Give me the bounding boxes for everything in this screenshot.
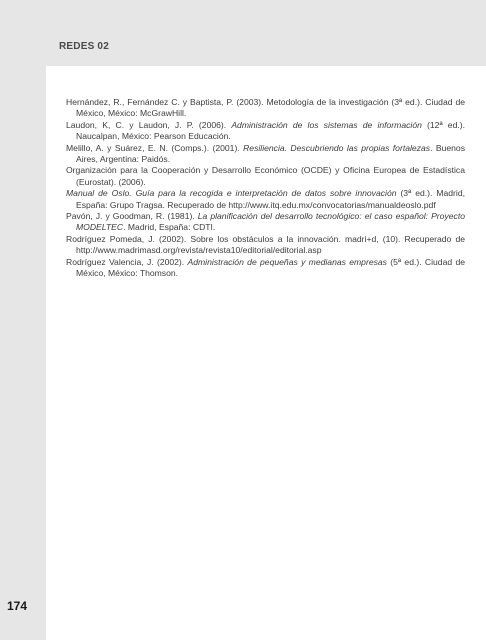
- running-header: REDES 02: [59, 41, 109, 52]
- reference-entry: Pavón, J. y Goodman, R. (1981). La planificación del desarrollo tecnológico: el caso español: Proyecto MODELTEC. Madrid, España: CDTI.: [66, 211, 465, 233]
- reference-entry: Rodríguez Pomeda, J. (2002). Sobre los obstáculos a la innovación. madri+d, (10). Recuperado de http://www.madrimasd.org/revista/revista10/editorial/editorial.asp: [66, 233, 465, 256]
- reference-entry: Organización para la Cooperación y Desarrollo Económico (OCDE) y Oficina Europea de Estadística (Eurostat). (2006).: [66, 165, 465, 187]
- reference-entry: Laudon, K, C. y Laudon, J. P. (2006). Administración de los sistemas de información (12ª ed.). Naucalpan, México: Pearson Educación.: [66, 119, 465, 142]
- reference-entry: Rodríguez Valencia, J. (2002). Administración de pequeñas y medianas empresas (5ª ed.). Ciudad de México, México: Thomson.: [66, 256, 466, 279]
- spine-title: [3, 10, 17, 370]
- header-band: [0, 0, 486, 66]
- reference-entry: Hernández, R., Fernández C. y Baptista, P. (2003). Metodología de la investigación (3ª ed.). Ciudad de México, México: McGrawHill.: [66, 97, 465, 119]
- page-number: 174: [7, 599, 28, 613]
- reference-entry: Melillo, A. y Suárez, E. N. (Comps.). (2001). Resiliencia. Descubriendo las propias fortalezas. Buenos Aires, Argentina: Paidós.: [66, 142, 465, 165]
- reference-entry: Manual de Oslo. Guía para la recogida e interpretación de datos sobre innovación (3ª ed.). Madrid, España: Grupo Tragsa. Recuperado de http://www.itq.edu.mx/convocatorias/manualdeoslo.pdf: [66, 188, 465, 210]
- reference-list: [66, 97, 465, 280]
